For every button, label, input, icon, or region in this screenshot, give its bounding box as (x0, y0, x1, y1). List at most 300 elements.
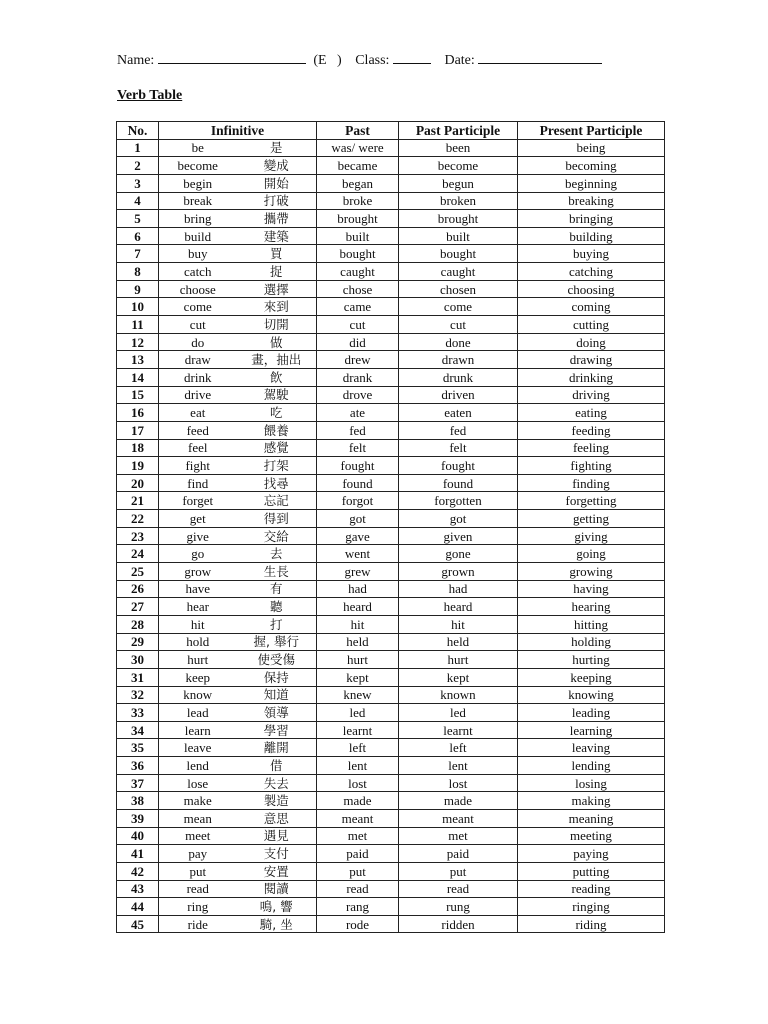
chinese-meaning-cell: 知道 (237, 686, 317, 704)
table-row (117, 598, 665, 616)
infinitive-cell: make (159, 792, 237, 810)
past-cell: grew (317, 563, 399, 581)
table-row (117, 757, 665, 775)
name-blank[interactable] (158, 50, 306, 64)
chinese-meaning-cell: 保持 (237, 668, 317, 686)
chinese-meaning-cell: 閱讀 (237, 880, 317, 898)
present-participle-cell: beginning (518, 174, 665, 192)
row-number-cell: 29 (117, 633, 159, 651)
past-cell: hit (317, 615, 399, 633)
past-participle-cell: gone (399, 545, 518, 563)
past-participle-cell: held (399, 633, 518, 651)
table-row (117, 668, 665, 686)
chinese-meaning-cell: 領導 (237, 704, 317, 722)
infinitive-cell: go (159, 545, 237, 563)
present-participle-cell: getting (518, 510, 665, 528)
chinese-meaning-cell: 選擇 (237, 280, 317, 298)
past-cell: went (317, 545, 399, 563)
past-participle-cell: led (399, 704, 518, 722)
student-info-header (117, 50, 602, 69)
past-participle-cell: broken (399, 192, 518, 210)
chinese-meaning-cell: 使受傷 (237, 651, 317, 669)
infinitive-cell: learn (159, 721, 237, 739)
table-row (117, 792, 665, 810)
row-number-cell: 22 (117, 510, 159, 528)
row-number-cell: 40 (117, 827, 159, 845)
past-participle-cell: paid (399, 845, 518, 863)
infinitive-cell: forget (159, 492, 237, 510)
table-row (117, 580, 665, 598)
past-cell: learnt (317, 721, 399, 739)
present-participle-cell: hurting (518, 651, 665, 669)
table-row (117, 633, 665, 651)
chinese-meaning-cell: 騎, 坐 (237, 915, 317, 933)
past-participle-cell: chosen (399, 280, 518, 298)
present-participle-cell: hearing (518, 598, 665, 616)
past-cell: knew (317, 686, 399, 704)
chinese-meaning-cell: 握, 舉行 (237, 633, 317, 651)
table-row (117, 492, 665, 510)
infinitive-cell: build (159, 227, 237, 245)
row-number-cell: 2 (117, 157, 159, 175)
infinitive-cell: ride (159, 915, 237, 933)
past-cell: kept (317, 668, 399, 686)
row-number-cell: 18 (117, 439, 159, 457)
present-participle-cell: knowing (518, 686, 665, 704)
infinitive-cell: eat (159, 404, 237, 422)
chinese-meaning-cell: 製造 (237, 792, 317, 810)
class-prefix: (E ) (313, 53, 342, 68)
row-number-cell: 32 (117, 686, 159, 704)
present-participle-cell: meeting (518, 827, 665, 845)
infinitive-cell: have (159, 580, 237, 598)
present-participle-cell: growing (518, 563, 665, 581)
present-participle-cell: driving (518, 386, 665, 404)
chinese-meaning-cell: 失去 (237, 774, 317, 792)
table-row (117, 474, 665, 492)
infinitive-cell: lead (159, 704, 237, 722)
past-participle-cell: bought (399, 245, 518, 263)
present-participle-cell: fighting (518, 457, 665, 475)
infinitive-cell: hit (159, 615, 237, 633)
infinitive-cell: put (159, 862, 237, 880)
column-header-present-participle: Present Participle (518, 122, 665, 140)
infinitive-cell: ring (159, 898, 237, 916)
row-number-cell: 23 (117, 527, 159, 545)
past-participle-cell: ridden (399, 915, 518, 933)
infinitive-cell: hurt (159, 651, 237, 669)
table-row (117, 192, 665, 210)
row-number-cell: 28 (117, 615, 159, 633)
table-row (117, 351, 665, 369)
name-label: Name: (117, 53, 155, 68)
present-participle-cell: catching (518, 263, 665, 281)
present-participle-cell: learning (518, 721, 665, 739)
past-participle-cell: made (399, 792, 518, 810)
past-cell: put (317, 862, 399, 880)
table-row (117, 704, 665, 722)
chinese-meaning-cell: 離開 (237, 739, 317, 757)
chinese-meaning-cell: 打破 (237, 192, 317, 210)
class-blank[interactable] (393, 50, 431, 64)
present-participle-cell: paying (518, 845, 665, 863)
row-number-cell: 4 (117, 192, 159, 210)
past-cell: gave (317, 527, 399, 545)
chinese-meaning-cell: 變成 (237, 157, 317, 175)
present-participle-cell: meaning (518, 809, 665, 827)
row-number-cell: 8 (117, 263, 159, 281)
past-participle-cell: got (399, 510, 518, 528)
row-number-cell: 31 (117, 668, 159, 686)
past-participle-cell: lost (399, 774, 518, 792)
infinitive-cell: bring (159, 210, 237, 228)
past-participle-cell: eaten (399, 404, 518, 422)
present-participle-cell: making (518, 792, 665, 810)
chinese-meaning-cell: 打 (237, 615, 317, 633)
table-row (117, 615, 665, 633)
present-participle-cell: riding (518, 915, 665, 933)
present-participle-cell: doing (518, 333, 665, 351)
present-participle-cell: leading (518, 704, 665, 722)
past-cell: caught (317, 263, 399, 281)
row-number-cell: 21 (117, 492, 159, 510)
row-number-cell: 1 (117, 139, 159, 157)
infinitive-cell: fight (159, 457, 237, 475)
present-participle-cell: ringing (518, 898, 665, 916)
past-participle-cell: put (399, 862, 518, 880)
past-cell: lent (317, 757, 399, 775)
past-participle-cell: driven (399, 386, 518, 404)
table-row (117, 280, 665, 298)
row-number-cell: 16 (117, 404, 159, 422)
infinitive-cell: drive (159, 386, 237, 404)
chinese-meaning-cell: 學習 (237, 721, 317, 739)
present-participle-cell: lending (518, 757, 665, 775)
past-cell: felt (317, 439, 399, 457)
verb-table-body (117, 139, 665, 933)
row-number-cell: 37 (117, 774, 159, 792)
row-number-cell: 5 (117, 210, 159, 228)
infinitive-cell: buy (159, 245, 237, 263)
row-number-cell: 26 (117, 580, 159, 598)
table-row (117, 880, 665, 898)
row-number-cell: 45 (117, 915, 159, 933)
past-participle-cell: begun (399, 174, 518, 192)
infinitive-cell: meet (159, 827, 237, 845)
table-row (117, 686, 665, 704)
chinese-meaning-cell: 吃 (237, 404, 317, 422)
past-cell: held (317, 633, 399, 651)
present-participle-cell: reading (518, 880, 665, 898)
row-number-cell: 25 (117, 563, 159, 581)
past-participle-cell: built (399, 227, 518, 245)
chinese-meaning-cell: 攜帶 (237, 210, 317, 228)
infinitive-cell: mean (159, 809, 237, 827)
past-cell: began (317, 174, 399, 192)
infinitive-cell: leave (159, 739, 237, 757)
infinitive-cell: feed (159, 421, 237, 439)
present-participle-cell: giving (518, 527, 665, 545)
chinese-meaning-cell: 得到 (237, 510, 317, 528)
past-participle-cell: rung (399, 898, 518, 916)
past-participle-cell: hit (399, 615, 518, 633)
table-row (117, 386, 665, 404)
infinitive-cell: become (159, 157, 237, 175)
present-participle-cell: finding (518, 474, 665, 492)
past-participle-cell: grown (399, 563, 518, 581)
past-cell: hurt (317, 651, 399, 669)
present-participle-cell: feeding (518, 421, 665, 439)
past-participle-cell: cut (399, 316, 518, 334)
past-cell: had (317, 580, 399, 598)
infinitive-cell: hold (159, 633, 237, 651)
past-cell: found (317, 474, 399, 492)
present-participle-cell: hitting (518, 615, 665, 633)
past-participle-cell: read (399, 880, 518, 898)
past-cell: paid (317, 845, 399, 863)
past-participle-cell: found (399, 474, 518, 492)
past-participle-cell: lent (399, 757, 518, 775)
infinitive-cell: find (159, 474, 237, 492)
infinitive-cell: cut (159, 316, 237, 334)
past-cell: chose (317, 280, 399, 298)
table-row (117, 774, 665, 792)
table-row (117, 174, 665, 192)
present-participle-cell: cutting (518, 316, 665, 334)
present-participle-cell: going (518, 545, 665, 563)
past-cell: lost (317, 774, 399, 792)
row-number-cell: 15 (117, 386, 159, 404)
present-participle-cell: coming (518, 298, 665, 316)
chinese-meaning-cell: 來到 (237, 298, 317, 316)
chinese-meaning-cell: 聽 (237, 598, 317, 616)
table-row (117, 316, 665, 334)
verb-table (116, 121, 665, 933)
chinese-meaning-cell: 找尋 (237, 474, 317, 492)
present-participle-cell: drawing (518, 351, 665, 369)
table-row (117, 333, 665, 351)
chinese-meaning-cell: 借 (237, 757, 317, 775)
row-number-cell: 13 (117, 351, 159, 369)
past-cell: came (317, 298, 399, 316)
infinitive-cell: pay (159, 845, 237, 863)
past-cell: ate (317, 404, 399, 422)
past-cell: bought (317, 245, 399, 263)
past-participle-cell: learnt (399, 721, 518, 739)
table-row (117, 527, 665, 545)
past-participle-cell: meant (399, 809, 518, 827)
date-blank[interactable] (478, 50, 602, 64)
column-header-no: No. (117, 122, 159, 140)
present-participle-cell: keeping (518, 668, 665, 686)
table-row (117, 421, 665, 439)
past-participle-cell: drawn (399, 351, 518, 369)
past-participle-cell: given (399, 527, 518, 545)
table-row (117, 651, 665, 669)
past-participle-cell: felt (399, 439, 518, 457)
row-number-cell: 24 (117, 545, 159, 563)
table-row (117, 563, 665, 581)
table-row (117, 263, 665, 281)
present-participle-cell: becoming (518, 157, 665, 175)
past-cell: drank (317, 368, 399, 386)
present-participle-cell: building (518, 227, 665, 245)
present-participle-cell: being (518, 139, 665, 157)
present-participle-cell: breaking (518, 192, 665, 210)
past-participle-cell: fought (399, 457, 518, 475)
past-participle-cell: been (399, 139, 518, 157)
infinitive-cell: give (159, 527, 237, 545)
infinitive-cell: do (159, 333, 237, 351)
past-cell: fed (317, 421, 399, 439)
table-row (117, 157, 665, 175)
infinitive-cell: keep (159, 668, 237, 686)
chinese-meaning-cell: 感覺 (237, 439, 317, 457)
row-number-cell: 30 (117, 651, 159, 669)
past-cell: got (317, 510, 399, 528)
column-header-infinitive: Infinitive (159, 122, 317, 140)
present-participle-cell: choosing (518, 280, 665, 298)
past-cell: cut (317, 316, 399, 334)
present-participle-cell: having (518, 580, 665, 598)
infinitive-cell: read (159, 880, 237, 898)
table-row (117, 510, 665, 528)
chinese-meaning-cell: 飲 (237, 368, 317, 386)
present-participle-cell: leaving (518, 739, 665, 757)
past-participle-cell: drunk (399, 368, 518, 386)
row-number-cell: 38 (117, 792, 159, 810)
past-participle-cell: fed (399, 421, 518, 439)
row-number-cell: 7 (117, 245, 159, 263)
table-row (117, 298, 665, 316)
infinitive-cell: hear (159, 598, 237, 616)
table-row (117, 721, 665, 739)
row-number-cell: 6 (117, 227, 159, 245)
chinese-meaning-cell: 畫，抽出 (237, 351, 317, 369)
past-cell: brought (317, 210, 399, 228)
infinitive-cell: break (159, 192, 237, 210)
chinese-meaning-cell: 有 (237, 580, 317, 598)
chinese-meaning-cell: 餵養 (237, 421, 317, 439)
column-header-past-participle: Past Participle (399, 122, 518, 140)
past-participle-cell: kept (399, 668, 518, 686)
chinese-meaning-cell: 建築 (237, 227, 317, 245)
column-header-past: Past (317, 122, 399, 140)
row-number-cell: 27 (117, 598, 159, 616)
chinese-meaning-cell: 開始 (237, 174, 317, 192)
present-participle-cell: putting (518, 862, 665, 880)
row-number-cell: 41 (117, 845, 159, 863)
date-label: Date: (444, 53, 475, 68)
table-row (117, 227, 665, 245)
table-row (117, 368, 665, 386)
past-cell: rode (317, 915, 399, 933)
chinese-meaning-cell: 鳴, 響 (237, 898, 317, 916)
present-participle-cell: forgetting (518, 492, 665, 510)
present-participle-cell: losing (518, 774, 665, 792)
chinese-meaning-cell: 是 (237, 139, 317, 157)
past-cell: forgot (317, 492, 399, 510)
chinese-meaning-cell: 打架 (237, 457, 317, 475)
row-number-cell: 39 (117, 809, 159, 827)
infinitive-cell: drink (159, 368, 237, 386)
infinitive-cell: choose (159, 280, 237, 298)
infinitive-cell: feel (159, 439, 237, 457)
past-participle-cell: had (399, 580, 518, 598)
past-cell: rang (317, 898, 399, 916)
chinese-meaning-cell: 駕駛 (237, 386, 317, 404)
row-number-cell: 10 (117, 298, 159, 316)
past-cell: drew (317, 351, 399, 369)
past-cell: did (317, 333, 399, 351)
table-row (117, 739, 665, 757)
table-row (117, 545, 665, 563)
infinitive-cell: lose (159, 774, 237, 792)
past-cell: meant (317, 809, 399, 827)
infinitive-cell: begin (159, 174, 237, 192)
past-cell: drove (317, 386, 399, 404)
infinitive-cell: draw (159, 351, 237, 369)
row-number-cell: 43 (117, 880, 159, 898)
table-row (117, 404, 665, 422)
past-cell: led (317, 704, 399, 722)
class-label: Class: (355, 53, 390, 68)
past-cell: met (317, 827, 399, 845)
table-row (117, 457, 665, 475)
infinitive-cell: get (159, 510, 237, 528)
chinese-meaning-cell: 意思 (237, 809, 317, 827)
table-row (117, 898, 665, 916)
row-number-cell: 20 (117, 474, 159, 492)
present-participle-cell: holding (518, 633, 665, 651)
chinese-meaning-cell: 交給 (237, 527, 317, 545)
table-row (117, 827, 665, 845)
past-cell: broke (317, 192, 399, 210)
chinese-meaning-cell: 做 (237, 333, 317, 351)
chinese-meaning-cell: 去 (237, 545, 317, 563)
row-number-cell: 44 (117, 898, 159, 916)
row-number-cell: 12 (117, 333, 159, 351)
infinitive-cell: know (159, 686, 237, 704)
past-cell: fought (317, 457, 399, 475)
row-number-cell: 42 (117, 862, 159, 880)
past-participle-cell: known (399, 686, 518, 704)
table-row (117, 862, 665, 880)
chinese-meaning-cell: 忘記 (237, 492, 317, 510)
table-row (117, 210, 665, 228)
infinitive-cell: catch (159, 263, 237, 281)
chinese-meaning-cell: 生長 (237, 563, 317, 581)
row-number-cell: 36 (117, 757, 159, 775)
past-cell: heard (317, 598, 399, 616)
table-row (117, 809, 665, 827)
chinese-meaning-cell: 買 (237, 245, 317, 263)
row-number-cell: 11 (117, 316, 159, 334)
past-participle-cell: hurt (399, 651, 518, 669)
past-participle-cell: forgotten (399, 492, 518, 510)
row-number-cell: 35 (117, 739, 159, 757)
infinitive-cell: come (159, 298, 237, 316)
row-number-cell: 17 (117, 421, 159, 439)
past-participle-cell: brought (399, 210, 518, 228)
infinitive-cell: be (159, 139, 237, 157)
chinese-meaning-cell: 支付 (237, 845, 317, 863)
table-row (117, 915, 665, 933)
past-participle-cell: heard (399, 598, 518, 616)
chinese-meaning-cell: 安置 (237, 862, 317, 880)
past-cell: left (317, 739, 399, 757)
infinitive-cell: lend (159, 757, 237, 775)
